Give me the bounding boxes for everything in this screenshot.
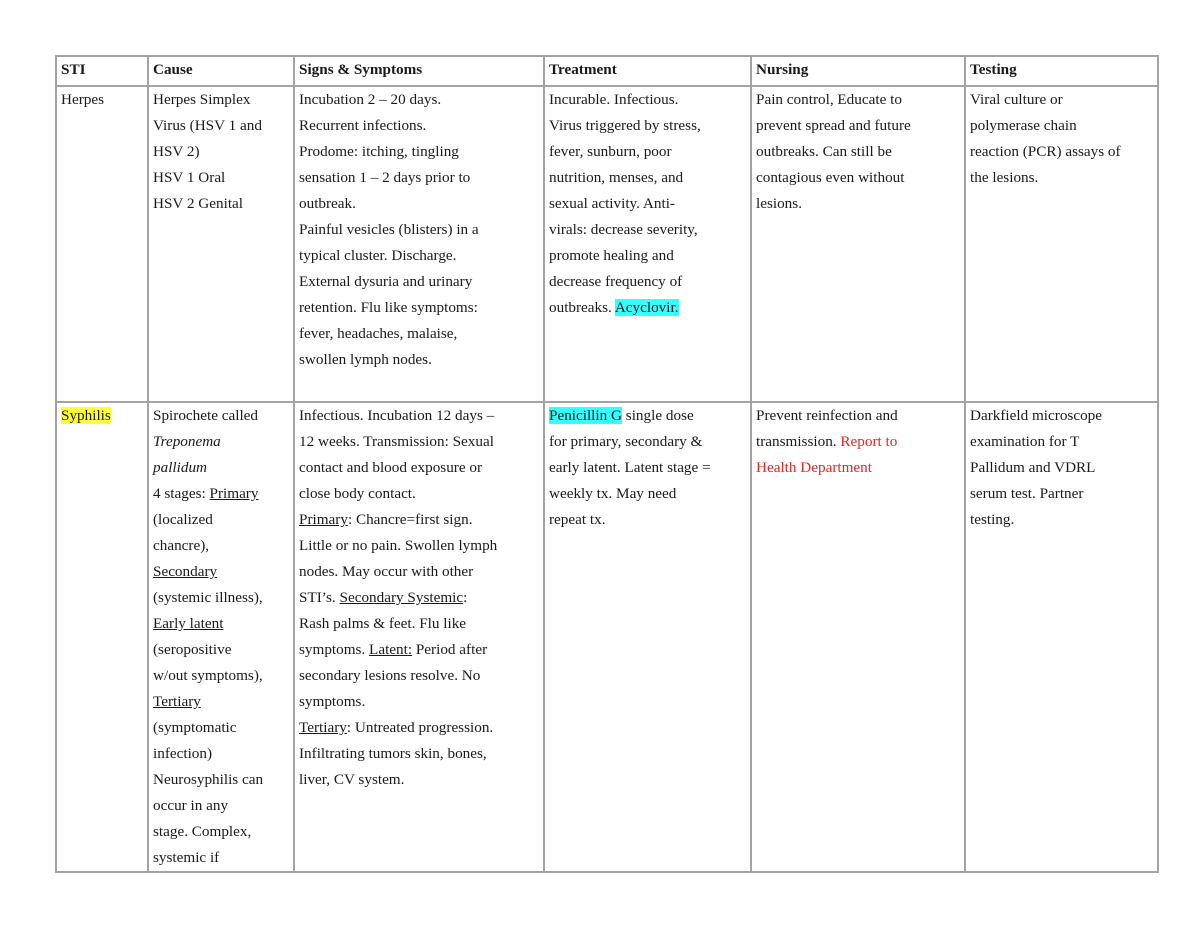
text-line: infection) <box>153 745 213 762</box>
stage-label-latent: Latent: <box>369 641 413 658</box>
text-line <box>549 403 747 429</box>
text-line: outbreak. <box>299 195 356 212</box>
drug-highlight-acyclovir: Acyclovir. <box>614 299 679 316</box>
text-line: Infiltrating tumors skin, bones, <box>299 745 487 762</box>
text-line: Pallidum and VDRL <box>970 459 1096 476</box>
text-line: External dysuria and urinary <box>299 273 473 290</box>
text-line: the lesions. <box>970 169 1039 186</box>
text-line: chancre), <box>153 537 210 554</box>
stage-label-tertiary: Tertiary <box>299 719 347 736</box>
text-line <box>756 429 961 455</box>
text-line: systemic if <box>153 849 220 866</box>
text-line: occur in any <box>153 797 229 814</box>
text-line: w/out symptoms), <box>153 667 263 684</box>
header-row <box>56 56 1158 86</box>
text-line: repeat tx. <box>549 511 606 528</box>
text-line: (seropositive <box>153 641 232 658</box>
cell-herpes-treatment <box>544 86 751 402</box>
text-line: promote healing and <box>549 247 674 264</box>
text-line: pallidum <box>153 459 208 476</box>
text-fragment: 4 stages: <box>153 485 210 502</box>
text-fragment: outbreaks. <box>549 299 615 316</box>
table-row-syphilis <box>56 402 1158 872</box>
text-line: testing. <box>970 511 1015 528</box>
text-line: typical cluster. Discharge. <box>299 247 457 264</box>
text-line: lesions. <box>756 195 802 212</box>
text-line: symptoms. <box>299 693 366 710</box>
text-line: Painful vesicles (blisters) in a <box>299 221 479 238</box>
cell-herpes-nursing <box>751 86 965 402</box>
text-fragment: : Untreated progression. <box>346 719 494 736</box>
text-line: outbreaks. Can still be <box>756 143 892 160</box>
text-line: stage. Complex, <box>153 823 252 840</box>
text-line: Darkfield microscope <box>970 407 1102 424</box>
text-line: Virus triggered by stress, <box>549 117 701 134</box>
text-line: contagious even without <box>756 169 905 186</box>
text-line: sexual activity. Anti- <box>549 195 675 212</box>
stage-label-secondary-systemic: Secondary Systemic <box>339 589 464 606</box>
text-line: 12 weeks. Transmission: Sexual <box>299 433 494 450</box>
text-line <box>299 507 540 533</box>
stage-label-early-latent: Early latent <box>153 615 224 632</box>
text-fragment: transmission. <box>756 433 841 450</box>
cell-syphilis-nursing <box>751 402 965 872</box>
text-line: polymerase chain <box>970 117 1077 134</box>
cell-herpes-sti <box>56 86 148 402</box>
report-notice: Health Department <box>756 459 872 476</box>
stage-label-primary: Primary <box>209 485 259 502</box>
stage-label-tertiary: Tertiary <box>153 693 201 710</box>
text-line: swollen lymph nodes. <box>299 351 432 368</box>
text-line: (systemic illness), <box>153 589 263 606</box>
sti-name-syphilis: Syphilis <box>61 407 111 424</box>
text-line: Viral culture or <box>970 91 1063 108</box>
table-row-herpes <box>56 86 1158 402</box>
text-line: Recurrent infections. <box>299 117 427 134</box>
text-line: Rash palms & feet. Flu like <box>299 615 467 632</box>
text-line: Incubation 2 – 20 days. <box>299 91 442 108</box>
text-line: HSV 2 Genital <box>153 195 243 212</box>
text-line: Little or no pain. Swollen lymph <box>299 537 498 554</box>
text-fragment: : Chancre=first sign. <box>347 511 473 528</box>
sti-table <box>55 55 1159 873</box>
header-treatment: Treatment <box>544 56 751 86</box>
drug-highlight-penicillin: Penicillin G <box>549 407 622 424</box>
cell-herpes-signs <box>294 86 544 402</box>
cell-herpes-testing <box>965 86 1158 402</box>
text-line: Pain control, Educate to <box>756 91 902 108</box>
header-cause: Cause <box>148 56 294 86</box>
text-line <box>153 481 290 507</box>
text-line: fever, sunburn, poor <box>549 143 672 160</box>
text-line: Neurosyphilis can <box>153 771 264 788</box>
text-fragment: STI’s. <box>299 589 340 606</box>
text-line: Prodome: itching, tingling <box>299 143 459 160</box>
text-line: HSV 2) <box>153 143 200 160</box>
text-fragment: symptoms. <box>299 641 370 658</box>
text-fragment: single dose <box>621 407 694 424</box>
text-line: Prevent reinfection and <box>756 407 898 424</box>
stage-label-secondary: Secondary <box>153 563 218 580</box>
text-line: close body contact. <box>299 485 416 502</box>
cell-syphilis-sti <box>56 402 148 872</box>
text-line: decrease frequency of <box>549 273 683 290</box>
text-line <box>299 637 540 663</box>
text-line: secondary lesions resolve. No <box>299 667 481 684</box>
text-fragment: : <box>463 589 468 606</box>
text-line: contact and blood exposure or <box>299 459 483 476</box>
text-line: weekly tx. May need <box>549 485 677 502</box>
text-line: liver, CV system. <box>299 771 405 788</box>
text-line <box>549 295 747 321</box>
stage-label-primary: Primary <box>299 511 348 528</box>
text-line: early latent. Latent stage = <box>549 459 711 476</box>
text-line: virals: decrease severity, <box>549 221 698 238</box>
text-line: Spirochete called <box>153 407 258 424</box>
header-sti: STI <box>56 56 148 86</box>
text-line: prevent spread and future <box>756 117 911 134</box>
text-line: (localized <box>153 511 213 528</box>
text-line: fever, headaches, malaise, <box>299 325 458 342</box>
header-testing: Testing <box>965 56 1158 86</box>
text-fragment: Period after <box>412 641 488 658</box>
text-line: nodes. May occur with other <box>299 563 474 580</box>
header-nursing: Nursing <box>751 56 965 86</box>
text-line: (symptomatic <box>153 719 237 736</box>
cell-syphilis-cause <box>148 402 294 872</box>
text-line: retention. Flu like symptoms: <box>299 299 478 316</box>
text-line: nutrition, menses, and <box>549 169 684 186</box>
text-line: Incurable. Infectious. <box>549 91 679 108</box>
report-notice: Report to <box>840 433 898 450</box>
text-line: sensation 1 – 2 days prior to <box>299 169 471 186</box>
text-line: for primary, secondary & <box>549 433 703 450</box>
cell-syphilis-testing <box>965 402 1158 872</box>
sti-name-herpes: Herpes <box>61 91 105 108</box>
text-line: Infectious. Incubation 12 days – <box>299 407 495 424</box>
cell-syphilis-signs <box>294 402 544 872</box>
text-line <box>299 715 540 741</box>
text-line: reaction (PCR) assays of <box>970 143 1121 160</box>
text-line: examination for T <box>970 433 1080 450</box>
cell-herpes-cause <box>148 86 294 402</box>
text-line: Virus (HSV 1 and <box>153 117 262 134</box>
text-line: Treponema <box>153 433 221 450</box>
text-line: HSV 1 Oral <box>153 169 226 186</box>
text-line: Herpes Simplex <box>153 91 251 108</box>
text-line <box>299 585 540 611</box>
cell-syphilis-treatment <box>544 402 751 872</box>
header-signs-symptoms: Signs & Symptoms <box>294 56 544 86</box>
text-line: serum test. Partner <box>970 485 1084 502</box>
